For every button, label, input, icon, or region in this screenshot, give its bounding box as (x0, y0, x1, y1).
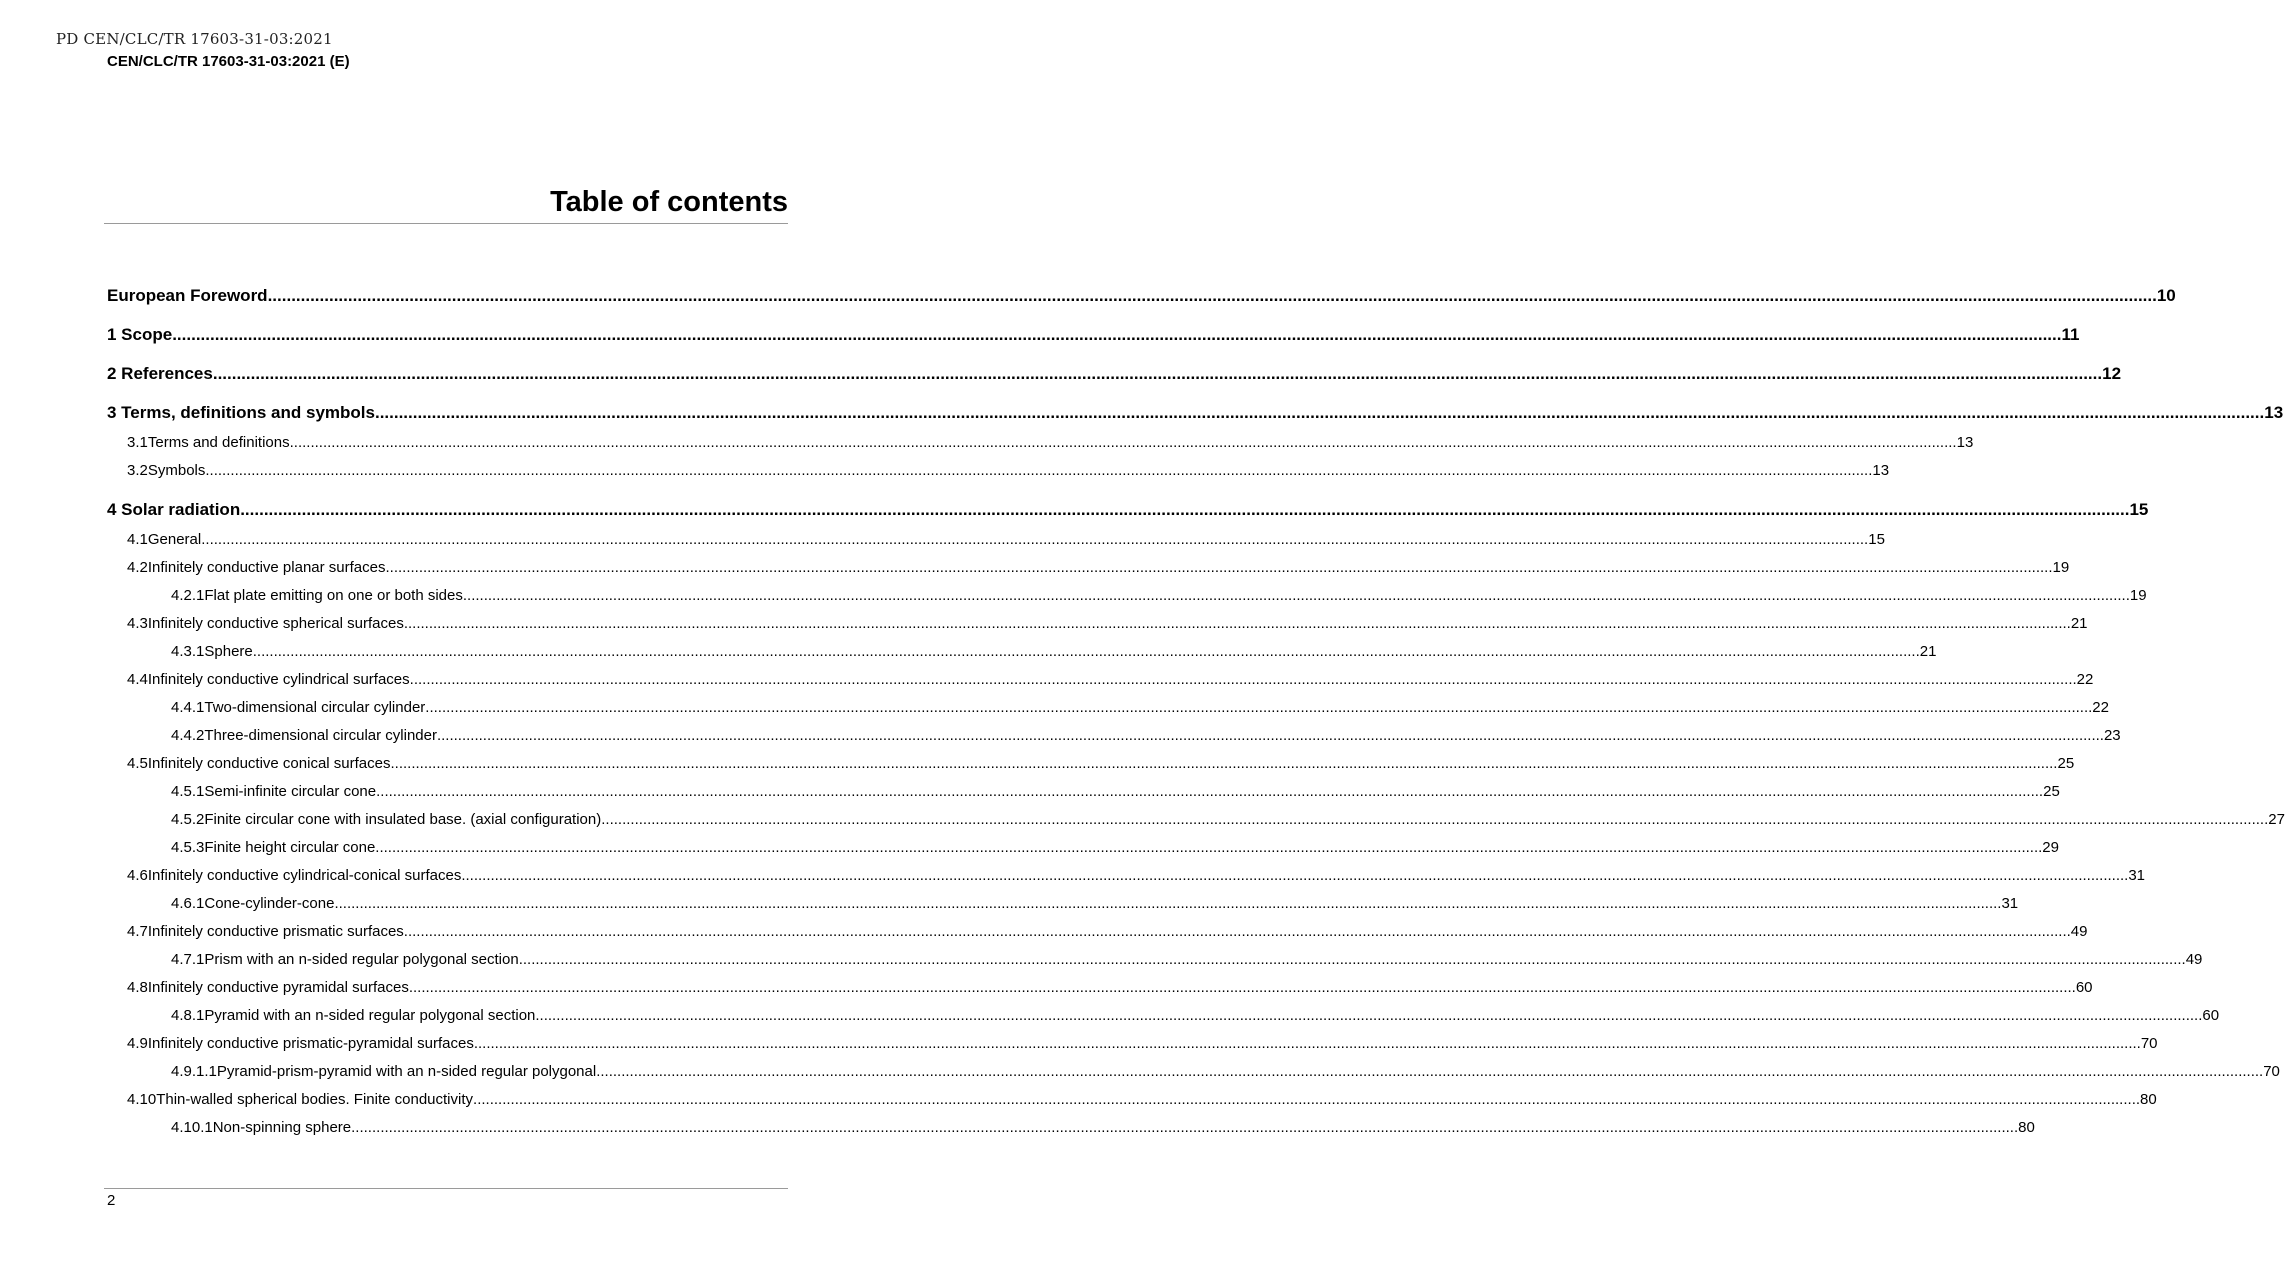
toc-entry-number: 4.2.1 (171, 587, 205, 604)
toc-entry-page: 21 (2070, 615, 2088, 632)
toc-entry[interactable] (107, 403, 2284, 423)
toc-leader-dots: ................................................................................................................................................................................................................................................................................................................................................................................................................ (408, 979, 2076, 996)
toc-entry-page: 80 (2140, 1091, 2157, 1108)
toc-entry-title: Three-dimensional circular cylinder (204, 727, 437, 744)
toc-entry-page: 70 (2140, 1035, 2158, 1052)
toc-entry[interactable] (107, 1035, 2158, 1052)
toc-entry-number: 4.7 (127, 923, 148, 940)
toc-entry-number: 4.6.1 (171, 895, 205, 912)
footer-divider (104, 1188, 788, 1189)
toc-entry-page: 23 (2103, 727, 2121, 744)
toc-entry[interactable] (107, 559, 2070, 576)
toc-entry-page: 21 (1919, 643, 1937, 660)
toc-entry-page: 60 (2202, 1007, 2220, 1024)
toc-entry-title: Infinitely conductive conical surfaces (147, 755, 391, 772)
toc-entry-title: 2 References (107, 364, 213, 383)
toc-entry-page: 49 (2185, 951, 2203, 968)
toc-entry[interactable] (107, 811, 2285, 828)
toc-entry-number: 4.3 (127, 615, 148, 632)
toc-entry-number: 4.7.1 (171, 951, 205, 968)
toc-entry-number: 4.4 (127, 671, 148, 688)
toc-entry-page: 25 (2043, 783, 2060, 800)
toc-entry-title: Sphere (204, 643, 253, 660)
toc-leader-dots: ................................................................................................................................................................................................................................................................................................................................................................................................................ (212, 364, 2103, 383)
toc-entry-page: 11 (2061, 325, 2080, 344)
toc-leader-dots: ................................................................................................................................................................................................................................................................................................................................................................................................................ (205, 462, 1873, 479)
toc-entry[interactable] (107, 1091, 2157, 1108)
toc-leader-dots: ................................................................................................................................................................................................................................................................................................................................................................................................................ (436, 727, 2104, 744)
toc-entry-number: 3.2 (127, 462, 148, 479)
toc-entry[interactable] (107, 434, 1974, 451)
toc-entry-number: 4.9 (127, 1035, 148, 1052)
toc-entry-title: Infinitely conductive cylindrical-conical surfaces (147, 867, 462, 884)
toc-entry-number: 4.5.2 (171, 811, 205, 828)
toc-entry-page: 15 (2129, 500, 2149, 519)
toc-entry[interactable] (107, 286, 2176, 306)
toc-entry-title: Thin-walled spherical bodies. Finite conductivity (156, 1091, 474, 1108)
toc-entry[interactable] (107, 500, 2149, 520)
toc-leader-dots: ................................................................................................................................................................................................................................................................................................................................................................................................................ (375, 839, 2043, 856)
toc-entry-page: 15 (1868, 531, 1885, 548)
toc-entry-number: 3.1 (127, 434, 148, 451)
toc-entry-page: 31 (2128, 867, 2146, 884)
toc-entry[interactable] (107, 979, 2093, 996)
toc-entry-title: Two-dimensional circular cylinder (204, 699, 426, 716)
toc-entry-page: 60 (2075, 979, 2093, 996)
toc-leader-dots: ................................................................................................................................................................................................................................................................................................................................................................................................................ (403, 615, 2071, 632)
toc-entry-number: 4.4.2 (171, 727, 205, 744)
toc-entry[interactable] (107, 1119, 2035, 1136)
toc-leader-dots: ................................................................................................................................................................................................................................................................................................................................................................................................................ (601, 811, 2269, 828)
toc-entry-title: Cone-cylinder-cone (204, 895, 335, 912)
toc-entry[interactable] (107, 1007, 2220, 1024)
toc-entry[interactable] (107, 923, 2088, 940)
toc-entry-title: Pyramid with an n-sided regular polygonal section (204, 1007, 536, 1024)
toc-leader-dots: ................................................................................................................................................................................................................................................................................................................................................................................................................ (334, 895, 2002, 912)
toc-entry-page: 80 (2018, 1119, 2035, 1136)
toc-entry-number: 4.10 (127, 1091, 157, 1108)
toc-leader-dots: ................................................................................................................................................................................................................................................................................................................................................................................................................ (252, 643, 1920, 660)
toc-entry-page: 27 (2268, 811, 2285, 828)
toc-leader-dots: ................................................................................................................................................................................................................................................................................................................................................................................................................ (351, 1119, 2019, 1136)
toc-entry-page: 22 (2092, 699, 2109, 716)
toc-entry-title: 3 Terms, definitions and symbols (107, 403, 375, 422)
toc-entry-number: 4.1 (127, 531, 148, 548)
toc-entry[interactable] (107, 615, 2088, 632)
toc-leader-dots: ................................................................................................................................................................................................................................................................................................................................................................................................................ (201, 531, 1869, 548)
toc-leader-dots: ................................................................................................................................................................................................................................................................................................................................................................................................................ (172, 325, 2062, 344)
toc-leader-dots: ................................................................................................................................................................................................................................................................................................................................................................................................................ (462, 587, 2130, 604)
toc-entry[interactable] (107, 867, 2146, 884)
toc-leader-dots: ................................................................................................................................................................................................................................................................................................................................................................................................................ (535, 1007, 2203, 1024)
toc-entry-page: 13 (1872, 462, 1890, 479)
toc-entry-title: 1 Scope (107, 325, 173, 344)
toc-entry-title: Flat plate emitting on one or both sides (204, 587, 463, 604)
toc-leader-dots: ................................................................................................................................................................................................................................................................................................................................................................................................................ (425, 699, 2093, 716)
toc-entry-page: 49 (2070, 923, 2088, 940)
toc-entry-page: 12 (2102, 364, 2122, 383)
toc-entry-title: Semi-infinite circular cone (204, 783, 377, 800)
page-number: 2 (107, 1192, 116, 1209)
document-id-subheader: CEN/CLC/TR 17603-31-03:2021 (E) (107, 53, 350, 70)
toc-entry-title: Infinitely conductive cylindrical surfaces (147, 671, 410, 688)
toc-entry-title: European Foreword (107, 286, 268, 305)
toc-entry-title: Prism with an n-sided regular polygonal section (204, 951, 519, 968)
toc-entry-page: 31 (2001, 895, 2019, 912)
toc-entry-number: 4.4.1 (171, 699, 205, 716)
toc-entry-page: 13 (2264, 403, 2284, 422)
toc-leader-dots: ................................................................................................................................................................................................................................................................................................................................................................................................................ (596, 1063, 2264, 1080)
toc-leader-dots: ................................................................................................................................................................................................................................................................................................................................................................................................................ (376, 783, 2044, 800)
toc-entry-title: Infinitely conductive planar surfaces (147, 559, 386, 576)
toc-entry-title: Infinitely conductive prismatic surfaces (147, 923, 404, 940)
toc-entry-title: Non-spinning sphere (212, 1119, 352, 1136)
toc-entry[interactable] (107, 755, 2075, 772)
toc-entry-number: 4.5.3 (171, 839, 205, 856)
page-title: Table of contents (550, 186, 788, 218)
toc-entry-page: 13 (1956, 434, 1974, 451)
toc-leader-dots: ................................................................................................................................................................................................................................................................................................................................................................................................................ (461, 867, 2129, 884)
toc-entry-title: 4 Solar radiation (107, 500, 241, 519)
toc-entry-title: Pyramid-prism-pyramid with an n-sided regular polygonal (216, 1063, 597, 1080)
toc-entry-title: Infinitely conductive spherical surfaces (147, 615, 404, 632)
toc-leader-dots: ................................................................................................................................................................................................................................................................................................................................................................................................................ (240, 500, 2130, 519)
toc-entry[interactable] (107, 325, 2080, 345)
toc-entry-number: 4.5.1 (171, 783, 205, 800)
toc-entry-number: 4.9.1.1 (171, 1063, 217, 1080)
toc-leader-dots: ................................................................................................................................................................................................................................................................................................................................................................................................................ (518, 951, 2186, 968)
toc-leader-dots: ................................................................................................................................................................................................................................................................................................................................................................................................................ (473, 1035, 2141, 1052)
toc-leader-dots: ................................................................................................................................................................................................................................................................................................................................................................................................................ (473, 1091, 2141, 1108)
toc-entry-page: 10 (2156, 286, 2176, 305)
toc-entry[interactable] (107, 783, 2060, 800)
toc-entry-title: Infinitely conductive pyramidal surfaces (147, 979, 409, 996)
toc-entry[interactable] (107, 699, 2109, 716)
toc-entry-page: 25 (2057, 755, 2075, 772)
toc-entry-number: 4.5 (127, 755, 148, 772)
toc-entry-page: 70 (2263, 1063, 2280, 1080)
toc-entry-title: Finite height circular cone (204, 839, 376, 856)
toc-entry-number: 4.8 (127, 979, 148, 996)
toc-leader-dots: ................................................................................................................................................................................................................................................................................................................................................................................................................ (403, 923, 2071, 940)
toc-entry[interactable] (107, 839, 2059, 856)
toc-entry[interactable] (107, 364, 2122, 384)
toc-entry-title: Infinitely conductive prismatic-pyramidal surfaces (147, 1035, 474, 1052)
document-id-header: PD CEN/CLC/TR 17603-31-03:2021 (56, 30, 333, 48)
toc-entry-number: 4.8.1 (171, 1007, 205, 1024)
toc-entry-page: 29 (2042, 839, 2059, 856)
toc-entry[interactable] (107, 587, 2147, 604)
toc-entry-number: 4.6 (127, 867, 148, 884)
toc-entry[interactable] (107, 1063, 2280, 1080)
toc-entry-title: General (147, 531, 202, 548)
toc-entry-title: Finite circular cone with insulated base. (axial configuration) (204, 811, 602, 828)
toc-leader-dots: ................................................................................................................................................................................................................................................................................................................................................................................................................ (289, 434, 1957, 451)
toc-leader-dots: ................................................................................................................................................................................................................................................................................................................................................................................................................ (409, 671, 2077, 688)
toc-entry-page: 19 (2129, 587, 2147, 604)
toc-leader-dots: ................................................................................................................................................................................................................................................................................................................................................................................................................ (267, 286, 2157, 305)
toc-leader-dots: ................................................................................................................................................................................................................................................................................................................................................................................................................ (374, 403, 2265, 422)
toc-entry-page: 22 (2076, 671, 2094, 688)
toc-leader-dots: ................................................................................................................................................................................................................................................................................................................................................................................................................ (385, 559, 2053, 576)
toc-entry-title: Terms and definitions (147, 434, 290, 451)
toc-leader-dots: ................................................................................................................................................................................................................................................................................................................................................................................................................ (390, 755, 2058, 772)
toc-entry-title: Symbols (147, 462, 206, 479)
toc-entry-number: 4.2 (127, 559, 148, 576)
toc-entry-page: 19 (2052, 559, 2070, 576)
toc-entry[interactable] (107, 951, 2203, 968)
toc-entry[interactable] (107, 671, 2094, 688)
toc-entry-number: 4.3.1 (171, 643, 205, 660)
toc-entry[interactable] (107, 462, 1890, 479)
toc-entry[interactable] (107, 643, 1937, 660)
toc-entry[interactable] (107, 727, 2121, 744)
toc-entry[interactable] (107, 895, 2019, 912)
toc-entry-number: 4.10.1 (171, 1119, 213, 1136)
toc-entry[interactable] (107, 531, 1885, 548)
